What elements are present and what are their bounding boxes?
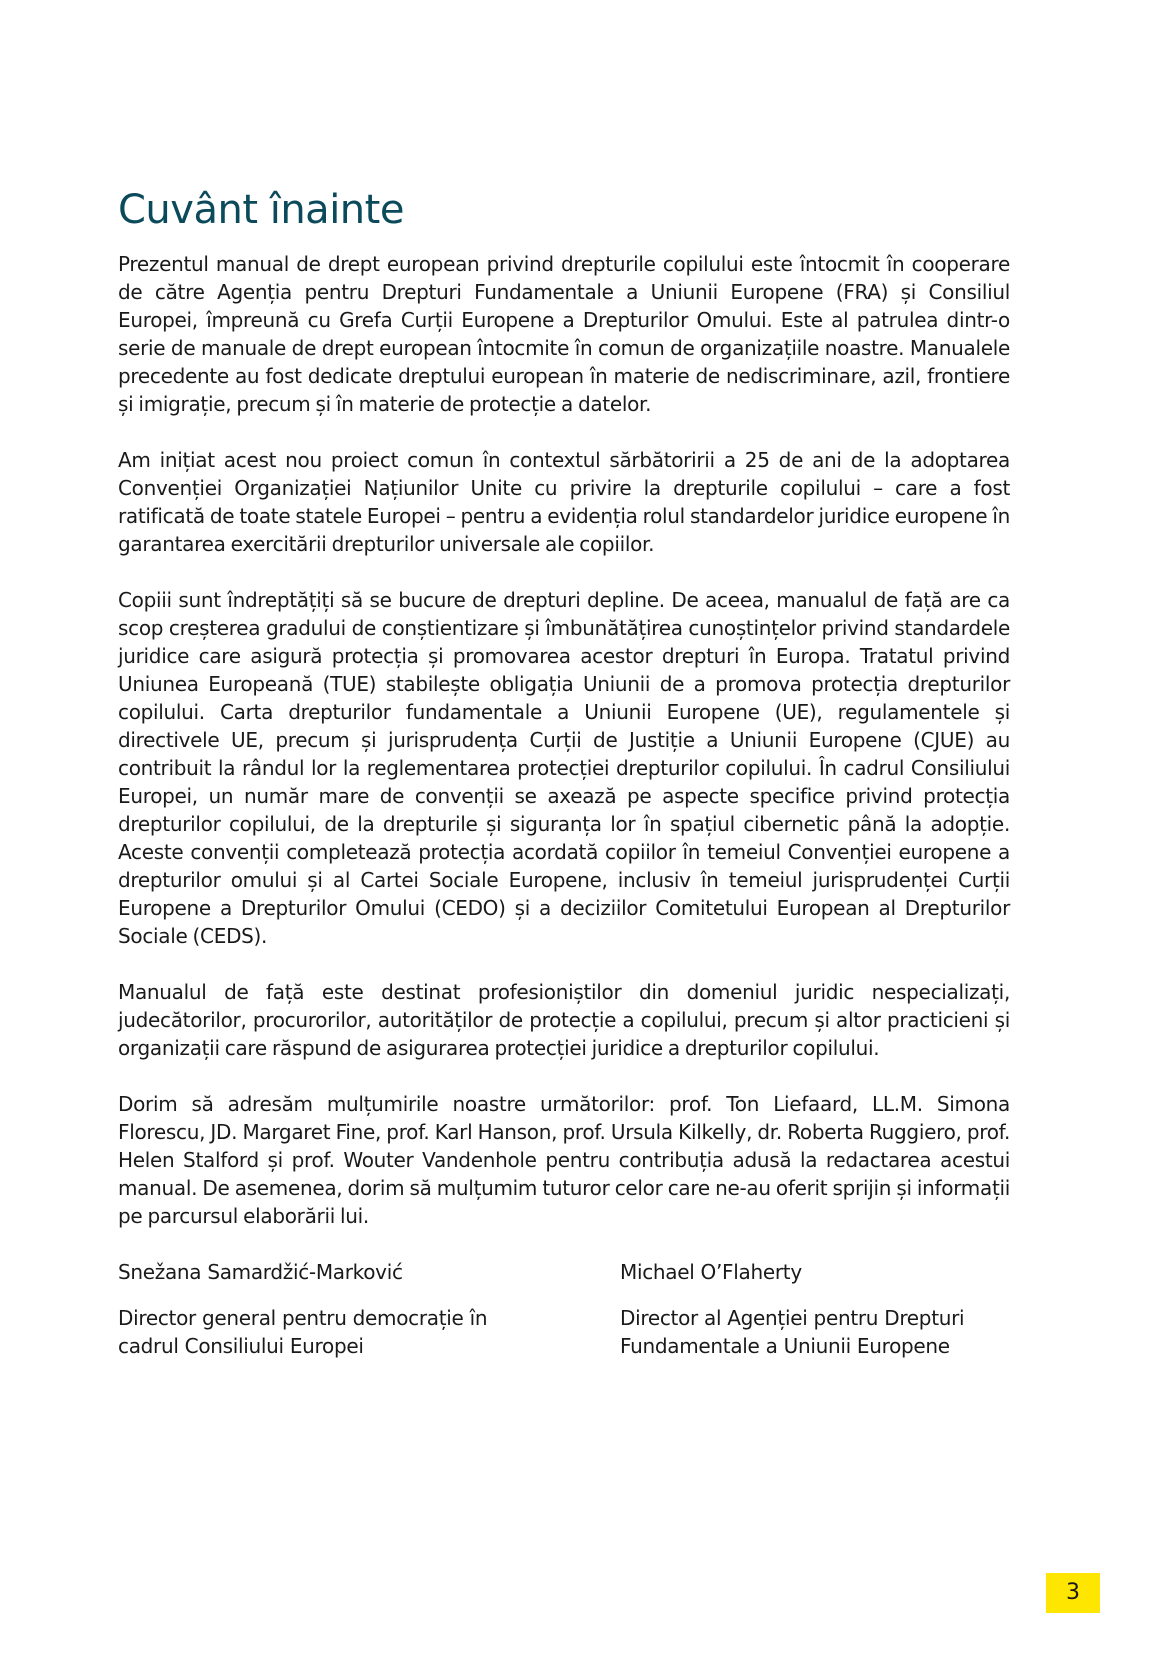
signature-block-2 [620,1258,1010,1360]
page-number: 3 [1046,1573,1100,1613]
signatures [118,1258,1010,1360]
signature-role: Director al Agenției pentru Drepturi Fundamentale a Uniunii Europene [620,1306,965,1358]
paragraph-3: Copiii sunt îndreptățiți să se bucure de drepturi depline. De aceea, manualul de față are ca scop creșterea gradului de conștientizare și îmbunătățirea cunoștințelor privind standardele juridice care asigură protecția și promovarea acestor drepturi în Europa. Tratatul privind Uniunea Europeană (TUE) stabilește obligația Uniunii de a promova protecția drepturilor copilului. Carta drepturilor fundamentale a Uniunii Europene (UE), regulamentele și directivele UE, precum și jurisprudența Curții de Justiție a Uniunii Europene (CJUE) au contribuit la rândul lor la reglementarea protecției drepturilor copilului. În cadrul Consiliului Europei, un număr mare de convenții se axează pe aspecte specifice privind protecția drepturilor copilului, de la drepturile și siguranța lor în spațiul cibernetic până la adopție. Aceste convenții completează protecția acordată copiilor în temeiul Convenției europene a drepturilor omului și al Cartei Sociale Europene, inclusiv în temeiul jurisprudenței Curții Europene a Drepturilor Omului (CEDO) și a deciziilor Comitetului European al Drepturilor Sociale (CEDS). [118,588,1010,948]
paragraph-1: Prezentul manual de drept european privind drepturile copilului este întocmit în cooperare de către Agenția pentru Drepturi Fundamentale a Uniunii Europene (FRA) și Consiliul Europei, împreună cu Grefa Curții Europene a Drepturilor Omului. Este al patrulea dintr-o serie de manuale de drept european întocmite în comun de organizațiile noastre. Manualele precedente au fost dedicate dreptului european în materie de nediscriminare, azil, frontiere și imigrație, precum și în materie de protecție a datelor. [118,252,1010,416]
paragraph-5: Dorim să adresăm mulțumirile noastre următorilor: prof. Ton Liefaard, LL.M. Simona Florescu, JD. Margaret Fine, prof. Karl Hanson, prof. Ursula Kilkelly, dr. Roberta Ruggiero, prof. Helen Stalford și prof. Wouter Vandenhole pentru contribuția adusă la redactarea acestui manual. De asemenea, dorim să mulțumim tuturor celor care ne-au oferit sprijin și informații pe parcursul elaborării lui. [118,1092,1010,1228]
paragraph-4: Manualul de față este destinat profesioniștilor din domeniul juridic nespecializați, judecătorilor, procurorilor, autorităților de protecție a copilului, precum și altor practicieni și organizații care răspund de asigurarea protecției juridice a drepturilor copilului. [118,980,1010,1060]
signature-name: Michael O’Flaherty [620,1260,802,1284]
signature-block-1 [118,1258,620,1360]
paragraph-2: Am inițiat acest nou proiect comun în contextul sărbătoririi a 25 de ani de la adoptarea Convenției Organizației Națiunilor Unite cu privire la drepturile copilului – care a fost ratificată de toate statele Europei – pentru a evidenția rolul standardelor juridice europene în garantarea exercitării drepturilor universale ale copiilor. [118,448,1010,556]
document-body [118,186,1010,1360]
signature-name: Snežana Samardžić-Marković [118,1260,403,1284]
signature-role: Director general pentru democrație în cadrul Consiliului Europei [118,1306,488,1358]
page-title: Cuvânt înainte [118,187,404,233]
